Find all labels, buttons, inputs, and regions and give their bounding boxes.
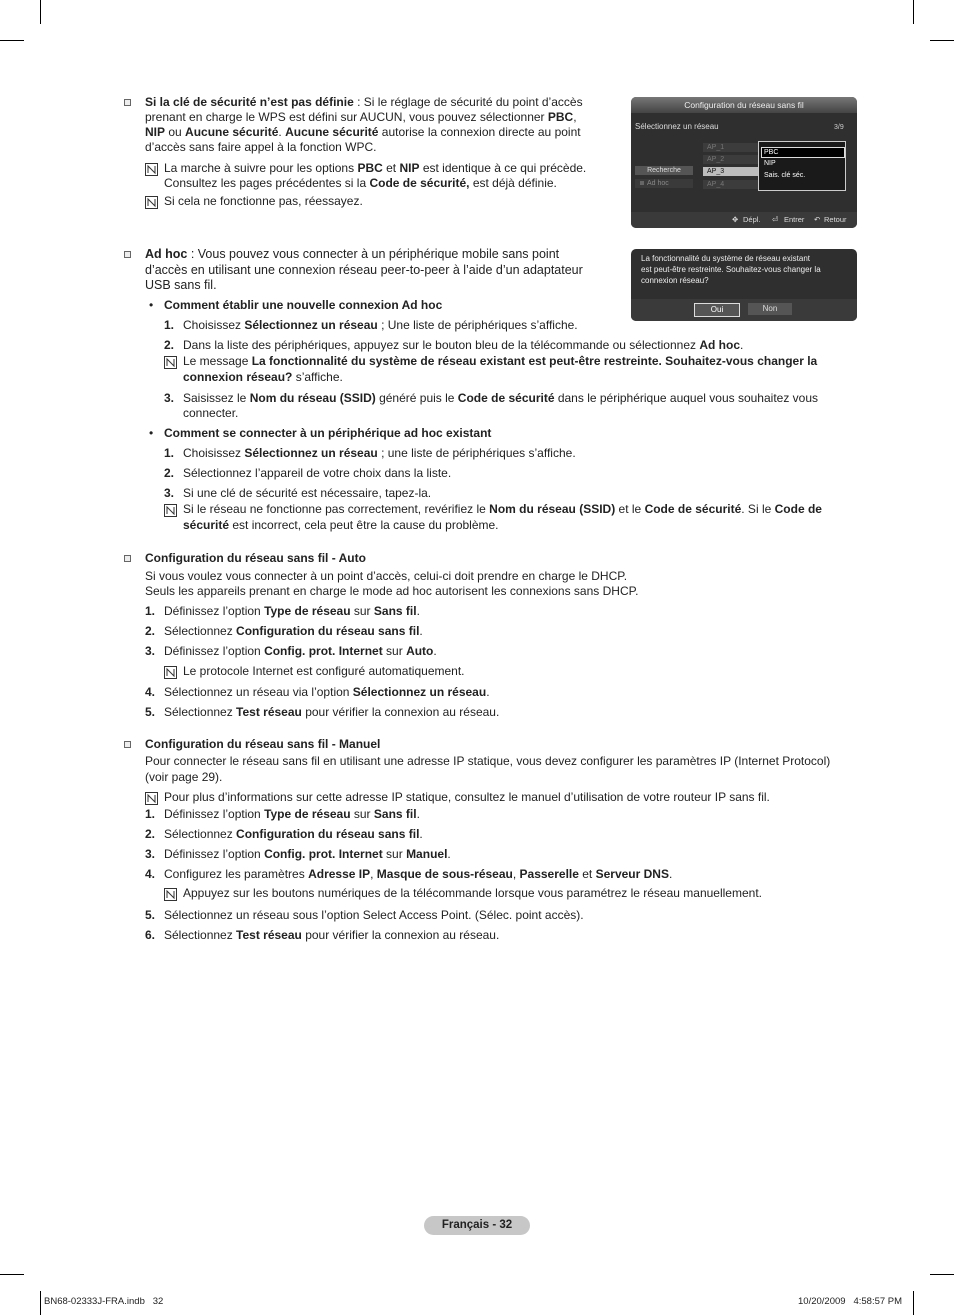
yes-button[interactable]: Oui: [694, 303, 740, 317]
section1-note1-line2: Consultez les pages précédentes si la Code de sécurité, est déjà définie.: [164, 176, 557, 190]
ap-item[interactable]: AP_4: [703, 180, 761, 189]
bullet-square: [124, 555, 131, 562]
section2-note2-line2: sécurité est incorrect, cela peut être la cause du problème.: [183, 518, 499, 532]
section4-note2: Appuyez sur les boutons numériques de la télécommande lorsque vous paramétrez le réseau manuellement.: [183, 886, 762, 900]
section4-step1: Définissez l’option Type de réseau sur Sans fil.: [164, 807, 420, 821]
section1-line1: Si la clé de sécurité n’est pas définie : Si le réglage de sécurité du point d’accès: [145, 95, 583, 109]
section2-step3-line2: connecter.: [183, 406, 239, 420]
dialog-button-row: [631, 299, 857, 321]
section4-step5: Sélectionnez un réseau sous l’option Select Access Point. (Sélec. point accès).: [164, 908, 584, 922]
section4-step6: Sélectionnez Test réseau pour vérifier la connexion au réseau.: [164, 928, 500, 942]
note-icon: [145, 163, 158, 176]
crop-mark: [930, 1274, 954, 1275]
select-network-label: Sélectionnez un réseau: [635, 122, 719, 131]
section1-line3: NIP ou Aucune sécurité. Aucune sécurité autorise la connexion directe au point: [145, 125, 581, 139]
crop-mark: [40, 0, 41, 24]
ap-item[interactable]: AP_2: [703, 155, 761, 164]
step-number: 3.: [164, 391, 175, 405]
section2-t1: Choisissez Sélectionnez un réseau ; une liste de périphériques s’affiche.: [183, 446, 576, 460]
popup-item-pbc[interactable]: PBC: [761, 147, 845, 158]
return-icon: ↶: [814, 215, 821, 224]
section1-note1: La marche à suivre pour les options PBC et NIP est identique à ce qui précède.: [164, 161, 587, 175]
print-date: 10/20/2009 4:58:57 PM: [798, 1296, 903, 1307]
enter-icon: ⏎: [772, 215, 779, 224]
section3-step5: Sélectionnez Test réseau pour vérifier la connexion au réseau.: [164, 705, 500, 719]
step-number: 1.: [164, 318, 175, 332]
section1-line4: d’accès sans faire appel à la fonction WPC.: [145, 140, 377, 154]
screen-footer: [631, 212, 857, 228]
step-number: 3.: [164, 486, 175, 500]
section2-step2: Dans la liste des périphériques, appuyez sur le bouton bleu de la télécommande ou sélectionnez Ad hoc.: [183, 338, 744, 352]
section2-t3: Si une clé de sécurité est nécessaire, tapez-la.: [183, 486, 432, 500]
section1-title: Si la clé de sécurité n’est pas définie: [145, 95, 354, 109]
nav-enter-label: Entrer: [784, 215, 805, 224]
popup-item-nip[interactable]: NIP: [764, 160, 776, 167]
bullet-square: [124, 251, 131, 258]
step-number: 6.: [145, 928, 156, 942]
nav-move-label: Dépl.: [743, 215, 761, 224]
move-icon: ✥: [732, 215, 739, 224]
step-number: 1.: [145, 604, 156, 618]
section2-line3: USB sans fil.: [145, 278, 217, 292]
section4-note1: Pour plus d’informations sur cette adresse IP statique, consultez le manuel d’utilisation de votre routeur IP sans fil.: [164, 790, 770, 804]
step-number: 2.: [145, 624, 156, 638]
section3-note1: Le protocole Internet est configuré automatiquement.: [183, 664, 465, 678]
section4-line2: (voir page 29).: [145, 770, 223, 784]
section3-step1: Définissez l’option Type de réseau sur Sans fil.: [164, 604, 420, 618]
section3-step4: Sélectionnez un réseau via l’option Sélectionnez un réseau.: [164, 685, 490, 699]
screen-title: Configuration du réseau sans fil: [631, 97, 857, 113]
section4-title: Configuration du réseau sans fil - Manuel: [145, 737, 381, 751]
ap-item-selected[interactable]: AP_3: [703, 167, 761, 176]
section3-step2: Sélectionnez Configuration du réseau sans fil.: [164, 624, 423, 638]
crop-mark: [930, 40, 954, 41]
section3-title: Configuration du réseau sans fil - Auto: [145, 551, 366, 565]
page-indicator: 3/9: [834, 124, 844, 131]
bullet-dot: •: [149, 426, 154, 440]
step-number: 4.: [145, 867, 156, 881]
bullet-dot: •: [149, 298, 154, 312]
no-button[interactable]: Non: [748, 303, 792, 315]
note-icon: [164, 666, 177, 679]
section3-line1: Si vous voulez vous connecter à un point d’accès, celui-ci doit prendre en charge le DHCP.: [145, 569, 628, 583]
bullet-square: [124, 99, 131, 106]
dialog-message-1: La fonctionnalité du système de réseau existant: [641, 254, 810, 263]
dialog-message-2: est peut-être restreinte. Souhaitez-vous changer la: [641, 265, 821, 274]
section3-step3: Définissez l’option Config. prot. Internet sur Auto.: [164, 644, 437, 658]
step-number: 3.: [145, 644, 156, 658]
section2-t2: Sélectionnez l’appareil de votre choix dans la liste.: [183, 466, 452, 480]
section2-line2: d’accès en utilisant une connexion réseau peer-to-peer à l’aide d’un adaptateur: [145, 263, 583, 277]
step-number: 2.: [164, 338, 175, 352]
section2-note1-line2: connexion réseau? s’affiche.: [183, 370, 343, 384]
ap-item[interactable]: AP_1: [703, 143, 761, 152]
step-number: 5.: [145, 908, 156, 922]
bullet-square: [124, 741, 131, 748]
step-number: 2.: [164, 466, 175, 480]
step-number: 1.: [145, 807, 156, 821]
step-number: 4.: [145, 685, 156, 699]
crop-mark: [913, 1291, 914, 1315]
section2-sub2: Comment se connecter à un périphérique ad hoc existant: [164, 426, 492, 440]
section4-step2: Sélectionnez Configuration du réseau sans fil.: [164, 827, 423, 841]
section4-step4: Configurez les paramètres Adresse IP, Masque de sous-réseau, Passerelle et Serveur DNS.: [164, 867, 673, 881]
step-number: 5.: [145, 705, 156, 719]
section3-line2: Seuls les appareils prenant en charge le mode ad hoc autorisent les connexions sans DHCP.: [145, 584, 639, 598]
dialog-message-3: connexion réseau?: [641, 276, 709, 285]
note-icon: [164, 504, 177, 517]
adhoc-button[interactable]: Ad hoc: [635, 179, 693, 188]
search-button[interactable]: Recherche: [635, 166, 693, 175]
crop-mark: [0, 40, 24, 41]
section2-sub1: Comment établir une nouvelle connexion Ad hoc: [164, 298, 443, 312]
wireless-config-screen: [631, 97, 857, 228]
section4-step3: Définissez l’option Config. prot. Internet sur Manuel.: [164, 847, 451, 861]
section2-line1: Ad hoc : Vous pouvez vous connecter à un périphérique mobile sans point: [145, 247, 560, 261]
section2-note1: Le message La fonctionnalité du système de réseau existant est peut-être restreinte. Souhaitez-vous changer la: [183, 354, 818, 368]
adhoc-confirm-screen: [631, 249, 857, 321]
blue-button-icon: [640, 181, 644, 185]
security-popup: [758, 141, 846, 191]
note-icon: [145, 196, 158, 209]
section1-note2: Si cela ne fonctionne pas, réessayez.: [164, 194, 363, 208]
note-icon: [145, 792, 158, 805]
section2-step1: Choisissez Sélectionnez un réseau ; Une liste de périphériques s’affiche.: [183, 318, 578, 332]
step-number: 2.: [145, 827, 156, 841]
crop-mark: [40, 1291, 41, 1315]
note-icon: [164, 888, 177, 901]
section4-line1: Pour connecter le réseau sans fil en utilisant une adresse IP statique, vous devez configurer les paramètres IP (Internet Protocol): [145, 754, 831, 768]
crop-mark: [0, 1274, 24, 1275]
step-number: 3.: [145, 847, 156, 861]
section2-step3: Saisissez le Nom du réseau (SSID) généré puis le Code de sécurité dans le périphérique auquel vous souhaitez vous: [183, 391, 819, 405]
step-number: 1.: [164, 446, 175, 460]
section2-title: Ad hoc: [145, 247, 188, 261]
file-name: BN68-02333J-FRA.indb 32: [44, 1296, 164, 1307]
nav-back-label: Retour: [824, 215, 847, 224]
note-icon: [164, 356, 177, 369]
page-number-badge: Français - 32: [424, 1216, 530, 1235]
section1-line2: prenant en charge le WPS est défini sur AUCUN, vous pouvez sélectionner PBC,: [145, 110, 577, 124]
popup-item-key[interactable]: Sais. clé séc.: [764, 172, 806, 179]
crop-mark: [913, 0, 914, 24]
section2-note2: Si le réseau ne fonctionne pas correctement, revérifiez le Nom du réseau (SSID) et le Code de sécurité. Si le Code de: [183, 502, 822, 516]
